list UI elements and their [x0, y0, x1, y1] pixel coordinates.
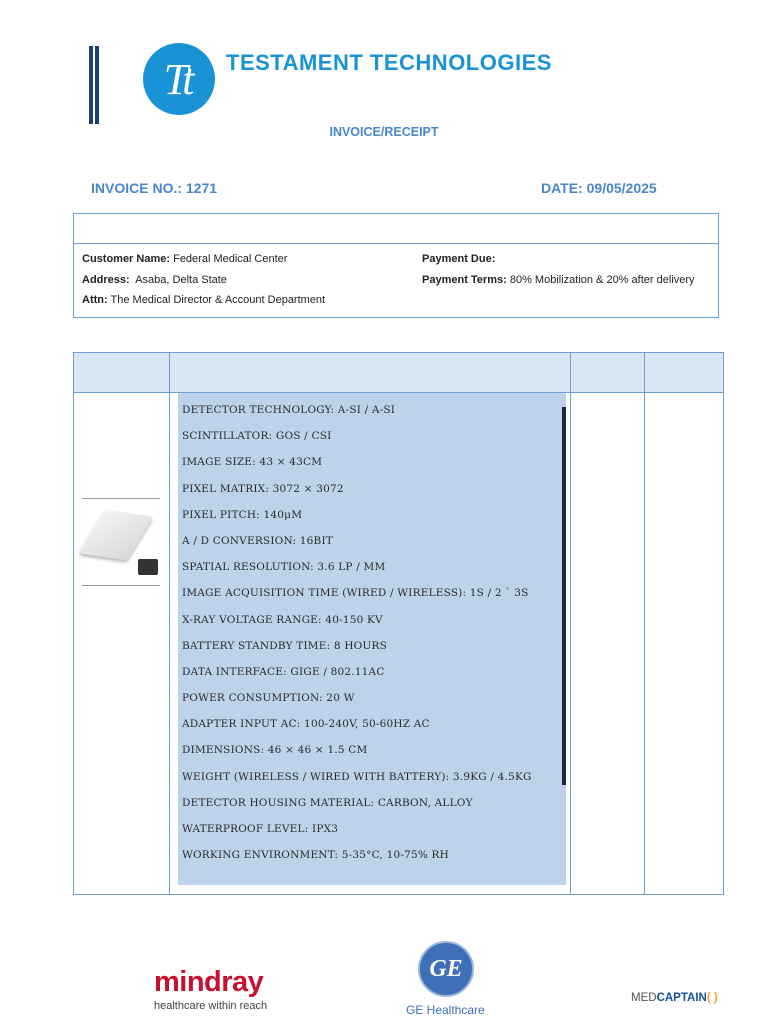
ge-logo-icon: GE: [418, 941, 474, 997]
spec-item: SPATIAL RESOLUTION: 3.6 LP / MM: [182, 561, 386, 574]
mindray-tagline: healthcare within reach: [154, 1000, 268, 1012]
spec-item: X-RAY VOLTAGE RANGE: 40-150 KV: [182, 613, 383, 626]
spec-item: POWER CONSUMPTION: 20 W: [182, 692, 355, 705]
company-logo-icon: Tt: [143, 43, 215, 115]
address-line: Address: Asaba, Delta State: [82, 274, 227, 286]
invoice-number: INVOICE NO.: 1271: [91, 180, 218, 196]
attn-line: Attn: The Medical Director & Account Department: [82, 294, 326, 306]
medcaptain-logo: MEDCAPTAIN( ): [631, 992, 718, 1004]
spec-scrollbar: [562, 407, 566, 785]
spec-item: WEIGHT (WIRELESS / WIRED WITH BATTERY): 3.9KG / 4.5KG: [182, 770, 532, 783]
attn-value: The Medical Director & Account Department: [110, 294, 326, 306]
spec-item: PIXEL PITCH: 140μM: [182, 508, 303, 521]
spec-item: DATA INTERFACE: GIGE / 802.11AC: [182, 665, 385, 678]
payment-due-line: Payment Due:: [422, 253, 496, 265]
payment-terms-value: 80% Mobilization & 20% after delivery: [509, 274, 695, 286]
header-accent-bar: [95, 46, 99, 124]
spec-item: ADAPTER INPUT AC: 100-240V, 50-60HZ AC: [182, 718, 430, 731]
column-divider: [570, 353, 571, 894]
address-value: Asaba, Delta State: [135, 274, 227, 286]
customer-name-value: Federal Medical Center: [173, 253, 288, 265]
invoice-date: DATE: 09/05/2025: [541, 180, 657, 196]
document-title: INVOICE/RECEIPT: [329, 125, 439, 139]
mindray-logo: mindray: [154, 966, 264, 998]
laptop-shape: [138, 559, 158, 575]
spec-item: WATERPROOF LEVEL: IPX3: [182, 823, 339, 835]
spec-item: WORKING ENVIRONMENT: 5-35°C, 10-75% RH: [182, 849, 450, 862]
spec-item: BATTERY STANDBY TIME: 8 HOURS: [182, 639, 388, 652]
column-divider: [644, 353, 645, 894]
spec-item: DETECTOR HOUSING MATERIAL: CARBON, ALLOY: [182, 796, 473, 809]
spec-item: DIMENSIONS: 46 × 46 × 1.5 CM: [182, 744, 368, 757]
company-name: TESTAMENT TECHNOLOGIES: [226, 50, 552, 75]
ge-healthcare-label: GE Healthcare: [406, 1003, 485, 1017]
items-table-header: [74, 353, 723, 393]
column-divider: [169, 353, 170, 894]
spec-item: A / D CONVERSION: 16BIT: [182, 534, 334, 547]
spec-list: [182, 401, 562, 872]
product-image: [82, 498, 160, 586]
spec-item: DETECTOR TECHNOLOGY: A-SI / A-SI: [182, 404, 396, 416]
customer-name-line: Customer Name: Federal Medical Center: [82, 253, 288, 265]
header-accent-bar: [89, 46, 93, 124]
spec-item: IMAGE SIZE: 43 × 43CM: [182, 456, 323, 469]
payment-terms-line: Payment Terms: 80% Mobilization & 20% after delivery: [422, 274, 695, 286]
detector-panel-shape: [79, 510, 154, 561]
spec-item: PIXEL MATRIX: 3072 × 3072: [182, 482, 344, 495]
spec-item: SCINTILLATOR: GOS / CSI: [182, 430, 332, 443]
customer-box-header: [74, 214, 718, 244]
spec-item: IMAGE ACQUISITION TIME (WIRED / WIRELESS): 1S / 2 ` 3S: [182, 587, 529, 600]
